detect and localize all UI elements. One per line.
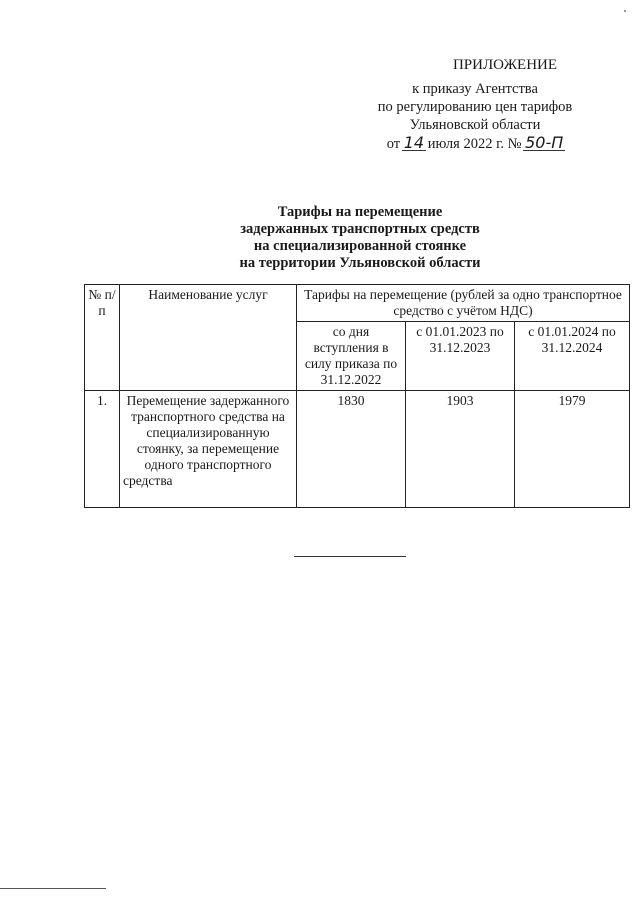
row-value-2022: 1830 <box>297 391 406 508</box>
row-num: 1. <box>85 391 120 508</box>
bottom-divider <box>0 888 106 889</box>
date-rest: июля 2022 г. № <box>427 136 522 152</box>
tariffs-table <box>84 284 630 508</box>
header-tariffs: Тарифы на перемещение (рублей за одно транспортное средство с учётом НДС) <box>297 285 630 322</box>
order-date-line <box>355 134 595 153</box>
row-value-2024: 1979 <box>515 391 630 508</box>
header-service-name: Наименование услуг <box>120 285 297 391</box>
table-row <box>85 391 630 508</box>
row-service-name: Перемещение задержанного транспортного средства на специализированную стоянку, за перемещение одного транспортного средства <box>120 391 297 508</box>
document-title <box>200 204 520 272</box>
date-day-handwritten: 14 <box>403 133 425 152</box>
title-line-4: на территории Ульяновской области <box>239 255 481 271</box>
title-line-2: задержанных транспортных средств <box>240 221 480 237</box>
scan-dot <box>624 10 626 12</box>
header-line-3: Ульяновской области <box>409 117 541 133</box>
row-value-2023: 1903 <box>406 391 515 508</box>
period-1: со дня вступления в силу приказа по 31.12.2022 <box>297 322 406 391</box>
appendix-title: ПРИЛОЖЕНИЕ <box>452 57 558 73</box>
header-line-2: по регулированию цен тарифов <box>377 99 573 115</box>
appendix-header <box>355 56 595 153</box>
period-2: с 01.01.2023 по 31.12.2023 <box>406 322 515 391</box>
order-number-handwritten: 50-П <box>525 133 564 152</box>
table-header-row <box>85 285 630 322</box>
footer-divider <box>294 556 406 557</box>
header-num: № п/п <box>85 285 120 391</box>
date-prefix: от <box>386 136 401 152</box>
title-line-1: Тарифы на перемещение <box>277 204 443 220</box>
title-line-3: на специализированной стоянке <box>253 238 467 254</box>
period-3: с 01.01.2024 по 31.12.2024 <box>515 322 630 391</box>
header-line-1: к приказу Агентства <box>412 81 538 97</box>
